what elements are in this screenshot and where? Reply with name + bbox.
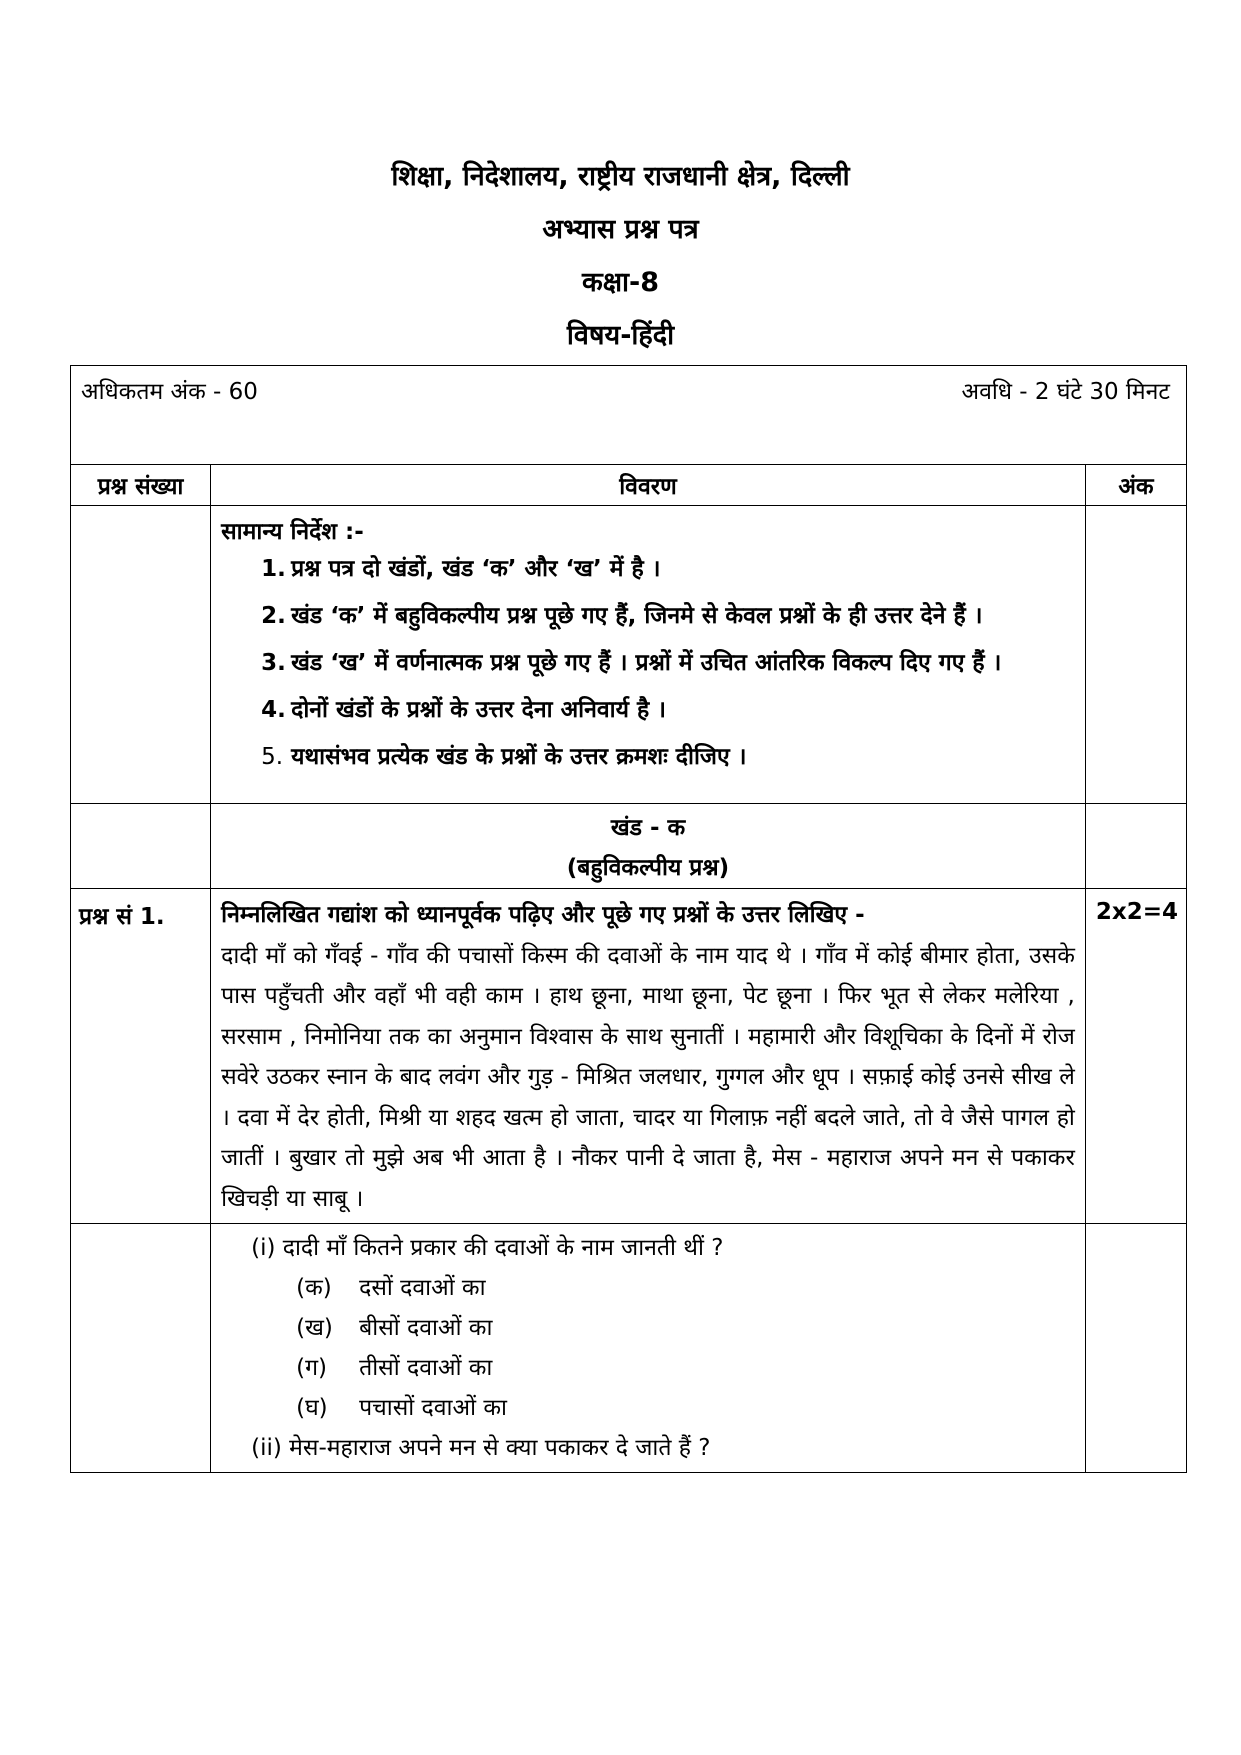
subquestions-row xyxy=(71,1224,1187,1473)
option-item: (क) दसों दवाओं का xyxy=(296,1275,486,1301)
directorate-title: शिक्षा, निदेशालय, राष्ट्रीय राजधानी क्षेत्र, दिल्ली xyxy=(391,161,850,192)
instruction-item: 5. यथासंभव प्रत्येक खंड के प्रश्नों के उत्तर क्रमशः दीजिए । xyxy=(261,744,747,770)
paper-title: अभ्यास प्रश्न पत्र xyxy=(542,214,699,245)
instructions-heading: सामान्य निर्देश :- xyxy=(221,519,364,545)
question-1-row xyxy=(71,889,1187,1224)
section-a-title: खंड - क xyxy=(610,815,686,841)
meta-row xyxy=(71,366,1187,465)
option-item: (ग) तीसों दवाओं का xyxy=(296,1355,493,1381)
max-marks: अधिकतम अंक - 60 xyxy=(81,379,258,405)
column-header-marks: अंक xyxy=(1118,474,1154,500)
instruction-item: 2. खंड ‘क’ में बहुविकल्पीय प्रश्न पूछे गए हैं, जिनमे से केवल प्रश्नों के ही उत्तर देने हैं । xyxy=(261,603,983,629)
column-header-desc: विवरण xyxy=(619,474,677,500)
instructions-list xyxy=(221,546,1075,781)
instruction-item: 4. दोनों खंडों के प्रश्नों के उत्तर देना अनिवार्य है । xyxy=(261,697,666,723)
section-a-subtitle: (बहुविकल्पीय प्रश्न) xyxy=(566,855,730,881)
instruction-item: 3. खंड ‘ख’ में वर्णनात्मक प्रश्न पूछे गए हैं । प्रश्नों में उचित आंतरिक विकल्प दिए गए हैं । xyxy=(261,650,1002,676)
instructions-row xyxy=(71,506,1187,804)
subquestion-2: (ii) मेस-महाराज अपने मन से क्या पकाकर दे जाते हैं ? xyxy=(251,1435,711,1461)
duration: अवधि - 2 घंटे 30 मिनट xyxy=(961,379,1170,405)
column-header-row xyxy=(71,465,1187,506)
option-item: (ख) बीसों दवाओं का xyxy=(296,1315,493,1341)
passage-text: दादी माँ को गँवई - गाँव की पचासों किस्म की दवाओं के नाम याद थे । गाँव में कोई बीमार होता, उसके पास पहुँचती और वहाँ भी वही काम । हाथ छूना, माथा छूना, पेट छूना । फिर भूत से लेकर मलेरिया , सरसाम , निमोनिया तक का अनुमान विश्वास के साथ सुनातीं । महामारी और विशूचिका के दिनों में रोज सवेरे उठकर स्नान के बाद लवंग और गुड़ - मिश्रित जलधार, गुग्गल और धूप । सफ़ाई कोई उनसे सीख ले । दवा में देर होती, मिश्री या शहद खत्म हो जाता, चादर या गिलाफ़ नहीं बदले जाते, तो वे जैसे पागल हो जातीं । बुखार तो मुझे अब भी आता है । नौकर पानी दे जाता है, मेस - महाराज अपने मन से पकाकर खिचड़ी या साबू । xyxy=(221,942,1075,1212)
instruction-item: 1. प्रश्न पत्र दो खंडों, खंड ‘क’ और ‘ख’ में है । xyxy=(261,556,661,582)
subquestion-1: (i) दादी माँ कितने प्रकार की दवाओं के नाम जानती थीं ? xyxy=(251,1235,724,1261)
section-a-row xyxy=(71,804,1187,889)
subject-title: विषय-हिंदी xyxy=(566,320,675,351)
class-title: कक्षा-8 xyxy=(581,267,660,298)
option-item: (घ) पचासों दवाओं का xyxy=(296,1395,507,1421)
page-header xyxy=(0,150,1241,362)
column-header-qno: प्रश्न संख्या xyxy=(97,474,184,500)
question-number: प्रश्न सं 1. xyxy=(79,904,165,930)
question-paper-table xyxy=(70,365,1187,1473)
question-instruction: निम्नलिखित गद्यांश को ध्यानपूर्वक पढ़िए और पूछे गए प्रश्नों के उत्तर लिखिए - xyxy=(221,902,865,928)
question-marks: 2x2=4 xyxy=(1095,899,1178,925)
